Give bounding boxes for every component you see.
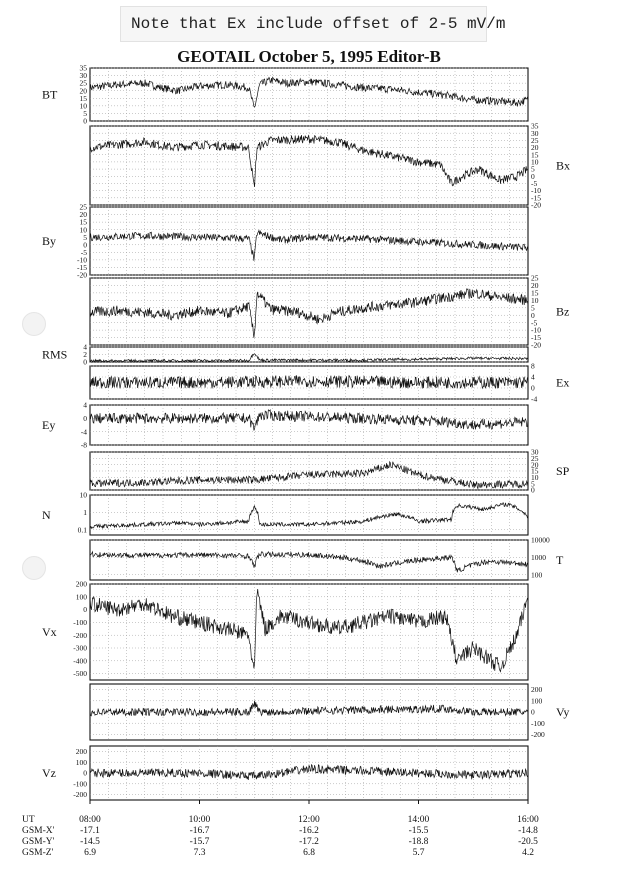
tick-label-bx: 25: [531, 135, 539, 145]
ephemeris-value: 10:00: [188, 815, 211, 825]
tick-label-t: 100: [531, 570, 543, 580]
tick-label-ey: -8: [80, 440, 87, 450]
tick-label-rms: 0: [83, 357, 87, 367]
panel-label-sp: SP: [556, 464, 570, 478]
panel-label-ey: Ey: [42, 418, 56, 432]
panel-label-n: N: [42, 508, 51, 522]
panel-label-bx: Bx: [556, 158, 571, 173]
tick-label-bz: -10: [531, 325, 541, 335]
tick-label-vy: 0: [531, 707, 535, 717]
tick-label-sp: 0: [531, 485, 535, 495]
tick-label-bx: -15: [531, 193, 541, 203]
tick-label-ex: 0: [531, 383, 535, 393]
note-text: Note that Ex include offset of 2-5 mV/m: [131, 15, 506, 33]
tick-label-vy: -100: [531, 718, 545, 728]
tick-label-bt: 15: [79, 93, 87, 103]
panel-label-bt: BT: [42, 87, 58, 102]
tick-label-n: 1: [83, 507, 87, 517]
tick-label-bz: 0: [531, 310, 535, 320]
punch-hole: [22, 556, 46, 580]
ephemeris-value: -14.5: [80, 837, 100, 847]
chart-title: GEOTAIL October 5, 1995 Editor-B: [177, 47, 441, 66]
tick-label-bx: 35: [531, 121, 539, 131]
tick-label-rms: 2: [83, 350, 87, 360]
ephemeris-value: 14:00: [407, 815, 430, 825]
tick-label-by: -20: [77, 270, 87, 280]
tick-label-bt: 35: [79, 63, 87, 73]
tick-label-vx: 200: [75, 579, 87, 589]
tick-label-ex: 4: [531, 372, 535, 382]
ephemeris-value: -15.7: [189, 837, 210, 847]
tick-label-bz: 25: [531, 273, 539, 283]
panel-label-vy: Vy: [556, 705, 570, 719]
panel-label-vx: Vx: [42, 625, 57, 639]
tick-label-vy: -200: [531, 730, 545, 739]
panel-label-bz: Bz: [556, 304, 570, 319]
tick-label-ey: 0: [83, 413, 87, 423]
ephemeris-value: 5.7: [412, 848, 425, 858]
tick-label-bt: 20: [79, 86, 87, 96]
tick-label-bt: 0: [83, 116, 87, 126]
tick-label-bt: 25: [79, 78, 87, 88]
ephemeris-value: -16.7: [189, 826, 210, 836]
tick-label-bx: -10: [531, 186, 541, 196]
tick-label-vx: -500: [73, 669, 87, 679]
ephemeris-value: -14.8: [518, 826, 538, 836]
ephemeris-label: GSM-Y': [22, 837, 55, 847]
tick-label-bz: 15: [531, 288, 539, 298]
ephemeris-value: -20.5: [518, 837, 538, 847]
ephemeris-value: 4.2: [522, 848, 534, 858]
tick-label-t: 10000: [531, 535, 550, 545]
panel-label-vz: Vz: [42, 766, 56, 780]
tick-label-vz: -100: [73, 779, 87, 789]
tick-label-bz: -20: [531, 340, 541, 350]
tick-label-vy: 100: [531, 696, 543, 706]
ephemeris-value: -15.5: [408, 826, 429, 836]
tick-label-bx: -5: [531, 179, 538, 189]
tick-label-vx: -400: [73, 656, 87, 666]
tick-label-vz: 100: [75, 757, 87, 767]
tick-label-ey: -4: [80, 427, 87, 437]
ephemeris-value: -17.1: [80, 826, 100, 836]
tick-label-bz: 5: [531, 303, 535, 313]
ephemeris-label: GSM-Z': [22, 848, 54, 858]
tick-label-ey: 4: [83, 400, 87, 410]
tick-label-vz: 200: [75, 747, 87, 756]
tick-label-by: 0: [83, 240, 87, 250]
tick-label-by: -5: [80, 247, 87, 257]
tick-label-sp: 5: [531, 479, 535, 489]
tick-label-by: 5: [83, 232, 87, 242]
tick-label-bt: 10: [79, 101, 87, 111]
tick-label-bz: 10: [531, 295, 539, 305]
ephemeris-value: 7.3: [193, 848, 206, 858]
tick-label-vz: 0: [83, 768, 87, 778]
tick-label-bz: 20: [531, 281, 539, 291]
tick-label-vx: -100: [73, 618, 87, 627]
tick-label-by: -10: [77, 255, 87, 265]
ephemeris-value: 6.9: [84, 848, 96, 858]
tick-label-by: -15: [77, 263, 87, 273]
ephemeris-label: GSM-X': [22, 826, 55, 836]
tick-label-bx: 30: [531, 128, 539, 138]
tick-label-bx: 0: [531, 171, 535, 181]
panel-label-by: By: [42, 234, 57, 248]
ephemeris-value: 12:00: [298, 815, 320, 825]
tick-label-bz: -5: [531, 318, 538, 328]
tick-label-vy: 200: [531, 685, 543, 695]
tick-label-bx: 5: [531, 164, 535, 174]
tick-label-sp: 25: [531, 453, 539, 463]
tick-label-by: 25: [79, 202, 87, 212]
tick-label-bx: -20: [531, 200, 541, 210]
tick-label-sp: 10: [531, 472, 539, 482]
ephemeris-value: -18.8: [408, 837, 429, 847]
ephemeris-label: UT: [22, 815, 35, 825]
tick-label-bx: 20: [531, 143, 539, 153]
tick-label-sp: 30: [531, 447, 539, 457]
ephemeris-value: -16.2: [299, 826, 319, 836]
tick-label-bt: 5: [83, 109, 87, 119]
tick-label-bz: -15: [531, 333, 541, 343]
panel-label-ex: Ex: [556, 375, 570, 390]
tick-label-by: 10: [79, 225, 87, 235]
tick-label-vx: -200: [73, 630, 87, 640]
tick-label-vx: 100: [75, 592, 87, 602]
tick-label-by: 15: [79, 217, 87, 227]
tick-label-n: 10: [79, 490, 87, 500]
ephemeris-value: 08:00: [79, 815, 101, 825]
tick-label-by: 20: [79, 210, 87, 220]
tick-label-bx: 15: [531, 150, 539, 160]
panel-label-t: T: [556, 553, 564, 567]
panel-label-rms: RMS: [42, 347, 68, 362]
tick-label-ex: -4: [531, 394, 538, 404]
tick-label-sp: 20: [531, 460, 539, 470]
tick-label-bt: 30: [79, 71, 87, 81]
tick-label-sp: 15: [531, 466, 539, 476]
tick-label-bx: 10: [531, 157, 539, 167]
ephemeris-value: 16:00: [517, 815, 539, 825]
punch-hole: [22, 312, 46, 336]
tick-label-t: 1000: [531, 552, 546, 562]
tick-label-vx: -300: [73, 643, 87, 653]
tick-label-vz: -200: [73, 790, 87, 800]
tick-label-n: 0.1: [77, 525, 87, 535]
tick-label-ex: 8: [531, 361, 535, 371]
ephemeris-value: 6.8: [303, 848, 315, 858]
tick-label-vx: 0: [83, 605, 87, 615]
ephemeris-value: -17.2: [299, 837, 319, 847]
tick-label-rms: 4: [83, 342, 87, 352]
